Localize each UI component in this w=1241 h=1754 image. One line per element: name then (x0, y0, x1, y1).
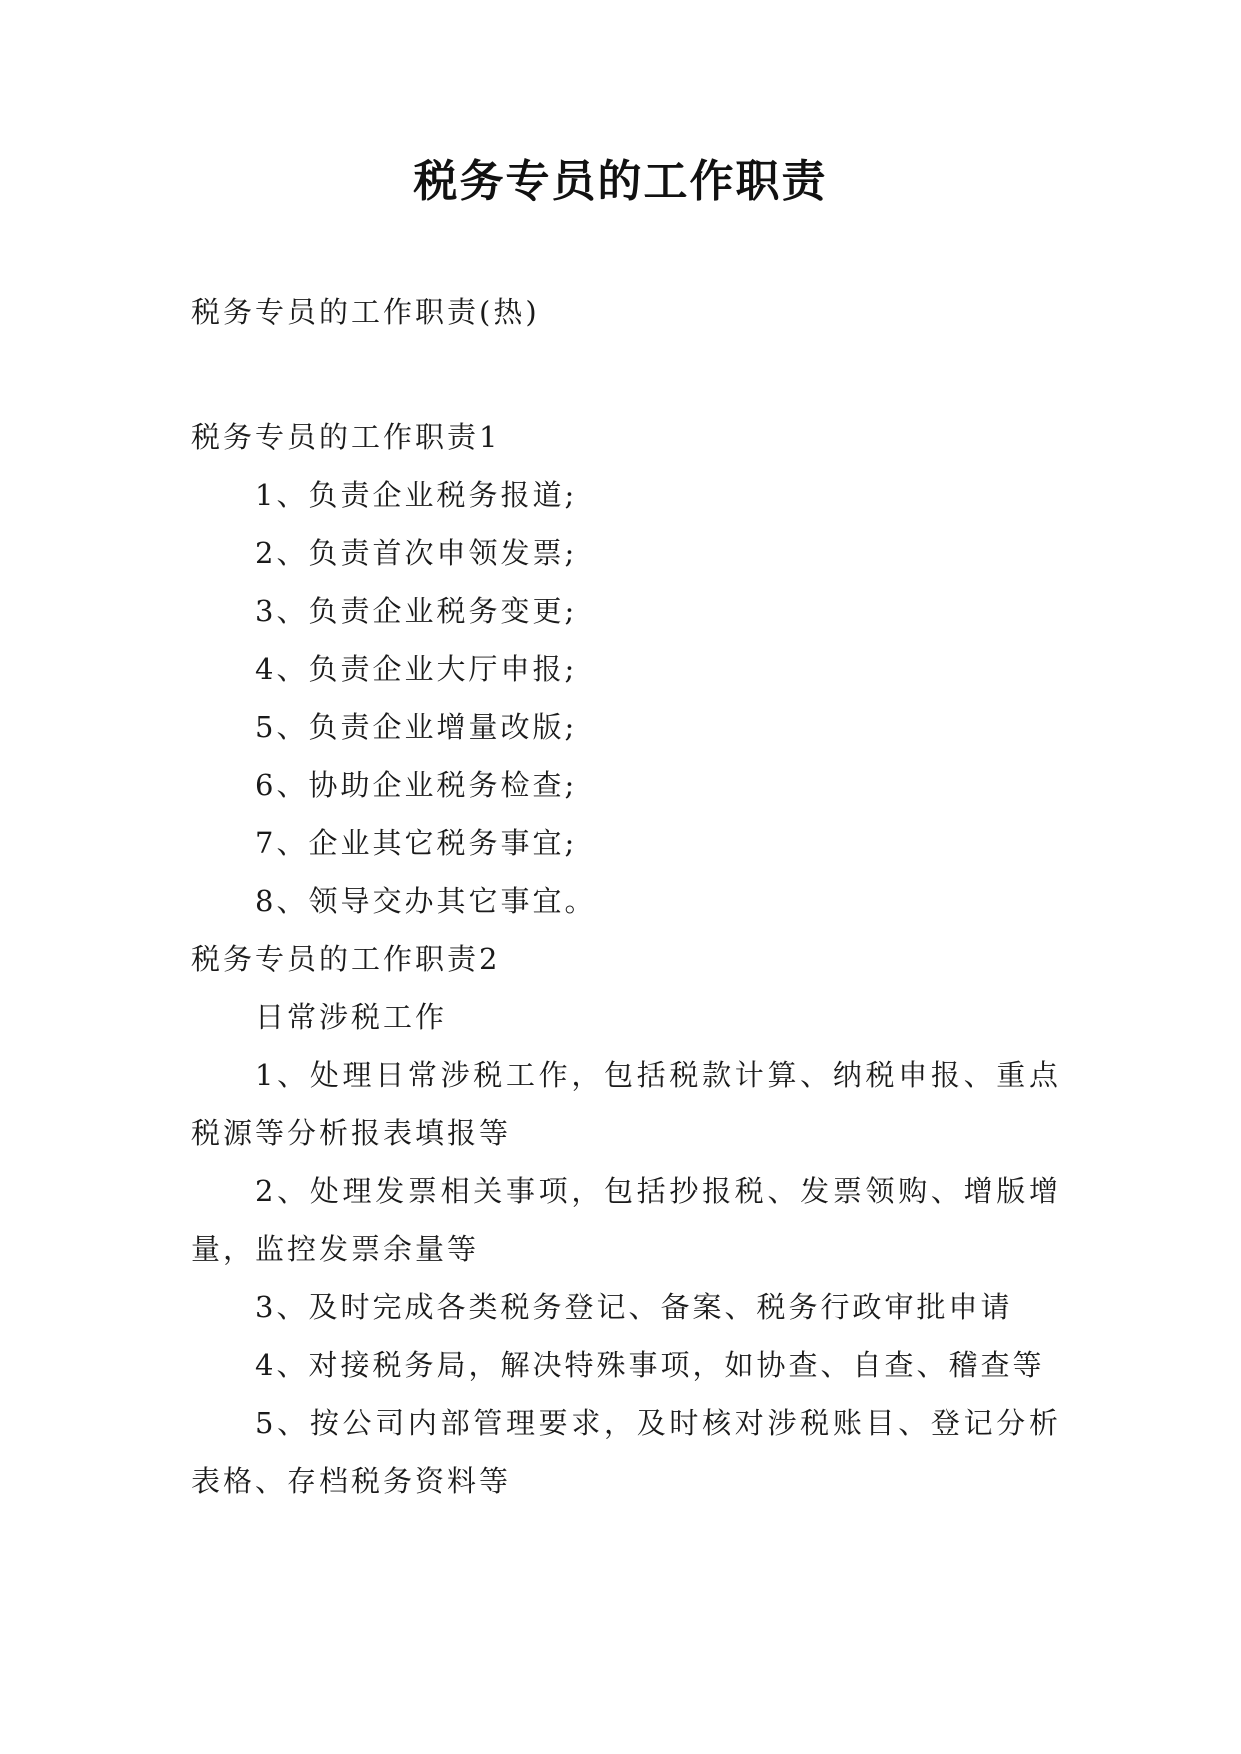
section-1-item: 5、负责企业增量改版; (255, 710, 578, 744)
section-1-item: 6、协助企业税务检查; (255, 768, 578, 802)
section-1-item: 8、领导交办其它事宜。 (255, 884, 597, 918)
section-1-item: 3、负责企业税务变更; (255, 594, 578, 628)
section-1-item: 2、负责首次申领发票; (255, 536, 578, 570)
section-2-paragraph: 5、按公司内部管理要求，及时核对涉税账目、登记分析表格、存档税务资料等 (191, 1406, 1061, 1498)
section-2-paragraph: 2、处理发票相关事项，包括抄报税、发票领购、增版增量，监控发票余量等 (191, 1174, 1061, 1266)
section-2-heading: 税务专员的工作职责2 (191, 942, 501, 976)
section-2-paragraph: 4、对接税务局，解决特殊事项，如协查、自查、稽查等 (255, 1348, 1045, 1382)
section-2-paragraph: 3、及时完成各类税务登记、备案、税务行政审批申请 (255, 1290, 1013, 1324)
section-2-intro: 日常涉税工作 (255, 1000, 448, 1034)
document-subtitle: 税务专员的工作职责(热) (191, 295, 540, 329)
section-1-item: 4、负责企业大厅申报; (255, 652, 578, 686)
document-body (191, 408, 1061, 1510)
section-2-paragraph: 1、处理日常涉税工作，包括税款计算、纳税申报、重点税源等分析报表填报等 (191, 1058, 1061, 1150)
section-1-item: 7、企业其它税务事宜; (255, 826, 578, 860)
section-1-heading: 税务专员的工作职责1 (191, 420, 501, 454)
section-1-item: 1、负责企业税务报道; (255, 478, 578, 512)
document-title: 税务专员的工作职责 (413, 156, 828, 207)
